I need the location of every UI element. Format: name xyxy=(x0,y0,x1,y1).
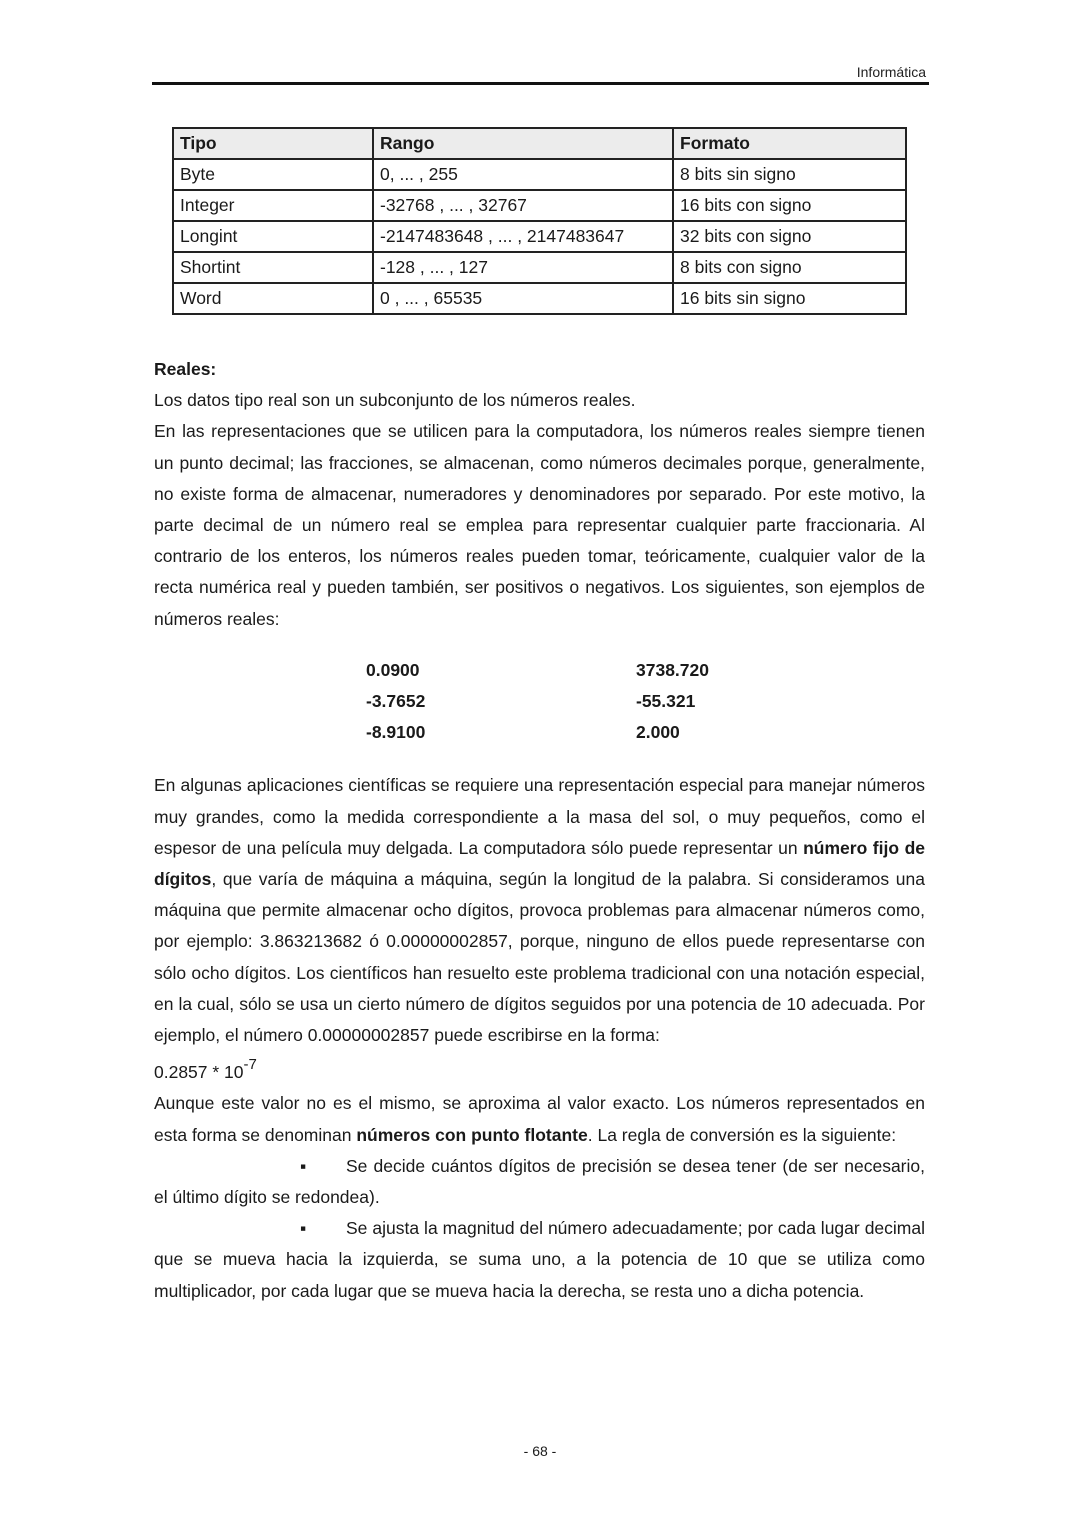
paragraph: En las representaciones que se utilicen para la computadora, los números reales siempre tienen un punto decimal; las fracciones, se almacenan, como números decimales porque, generalmente, no existe forma de almacenar, numeradores y denominadores por separado. Por este motivo, la parte decimal de un número real se emplea para representar cualquier parte fraccionaria. Al contrario de los enteros, los números reales pueden tomar, teóricamente, cualquier valor de la recta numérica real y pueden también, ser positivos o negativos. Los siguientes, son ejemplos de números reales: xyxy=(154,421,925,629)
table-header-row xyxy=(173,128,906,159)
table-header-cell: Rango xyxy=(373,128,673,159)
table-cell: -2147483648 , ... , 2147483647 xyxy=(373,221,673,252)
formula-base: 0.2857 * 10 xyxy=(154,1062,244,1083)
text-run: Aunque este valor no es el mismo, se aproxima al valor exacto. Los números representados en esta forma se denominan xyxy=(154,1093,925,1145)
paragraph xyxy=(154,1088,925,1150)
table-cell: 16 bits con signo xyxy=(673,190,906,221)
table-row xyxy=(173,252,906,283)
real-number-examples xyxy=(154,655,925,749)
bullet-item xyxy=(154,1151,925,1213)
section-heading-reales: Reales: xyxy=(154,359,217,379)
bullet-square-icon: ▪ xyxy=(300,1218,307,1239)
bold-term: números con punto flotante xyxy=(356,1124,588,1145)
table-cell: 0, ... , 255 xyxy=(373,159,673,190)
page-number: - 68 - xyxy=(523,1443,557,1459)
formula xyxy=(154,1051,925,1088)
table-cell: -128 , ... , 127 xyxy=(373,252,673,283)
example-number: 3738.720 xyxy=(636,659,709,680)
table-cell: Word xyxy=(173,283,373,314)
example-number: -55.321 xyxy=(636,691,696,712)
example-number: -8.9100 xyxy=(366,722,426,743)
bullet-square-icon: ▪ xyxy=(300,1155,307,1176)
table-cell: -32768 , ... , 32767 xyxy=(373,190,673,221)
table-header-cell: Formato xyxy=(673,128,906,159)
table-row xyxy=(173,190,906,221)
table-row xyxy=(173,283,906,314)
text-run: . La regla de conversión es la siguiente: xyxy=(587,1124,897,1145)
header-title: Informática xyxy=(856,64,926,80)
example-number: 2.000 xyxy=(636,722,680,743)
bullet-text: Se decide cuántos dígitos de precisión se desea tener (de ser necesario, el último dígito se redondea). xyxy=(154,1155,925,1207)
text-run: En algunas aplicaciones científicas se requiere una representación especial para manejar números muy grandes, como la medida correspondiente a la masa del sol, o muy pequeños, como el espesor de una película muy delgada. La computadora sólo puede representar un xyxy=(154,775,925,858)
table-cell: 16 bits sin signo xyxy=(673,283,906,314)
paragraph xyxy=(154,770,925,1051)
table-cell: Byte xyxy=(173,159,373,190)
example-number: 0.0900 xyxy=(366,659,420,680)
table-cell: 32 bits con signo xyxy=(673,221,906,252)
table-cell: 8 bits sin signo xyxy=(673,159,906,190)
table-cell: Longint xyxy=(173,221,373,252)
table-row xyxy=(173,159,906,190)
table-cell: 8 bits con signo xyxy=(673,252,906,283)
main-content xyxy=(154,354,925,1307)
table-header-cell: Tipo xyxy=(173,128,373,159)
data-types-table xyxy=(172,127,907,315)
bullet-text: Se ajusta la magnitud del número adecuadamente; por cada lugar decimal que se mueva hacia la izquierda, se suma uno, a la potencia de 10 que se utiliza como multiplicador, por cada lugar que se mueva hacia la derecha, se resta uno a dicha potencia. xyxy=(154,1218,925,1301)
table-row xyxy=(173,221,906,252)
bullet-item xyxy=(154,1213,925,1307)
text-run: , que varía de máquina a máquina, según la longitud de la palabra. Si consideramos una máquina que permite almacenar ocho dígitos, provoca problemas para almacenar números como, por ejemplo: 3.863213682 ó 0.00000002857, porque, ninguno de ellos puede representarse con sólo ocho dígitos. Los científicos han resuelto este problema tradicional con una notación especial, en la cual, sólo se usa un cierto número de dígitos seguidos por una potencia de 10 adecuada. Por ejemplo, el número 0.00000002857 puede escribirse en la forma: xyxy=(154,869,925,1046)
formula-exponent: -7 xyxy=(243,1056,257,1074)
table-cell: Integer xyxy=(173,190,373,221)
table-cell: Shortint xyxy=(173,252,373,283)
paragraph: Los datos tipo real son un subconjunto de los números reales. xyxy=(154,390,636,411)
example-number: -3.7652 xyxy=(366,691,426,712)
bold-term: número fijo de dígitos xyxy=(154,837,925,890)
header-rule xyxy=(152,82,929,85)
table-cell: 0 , ... , 65535 xyxy=(373,283,673,314)
